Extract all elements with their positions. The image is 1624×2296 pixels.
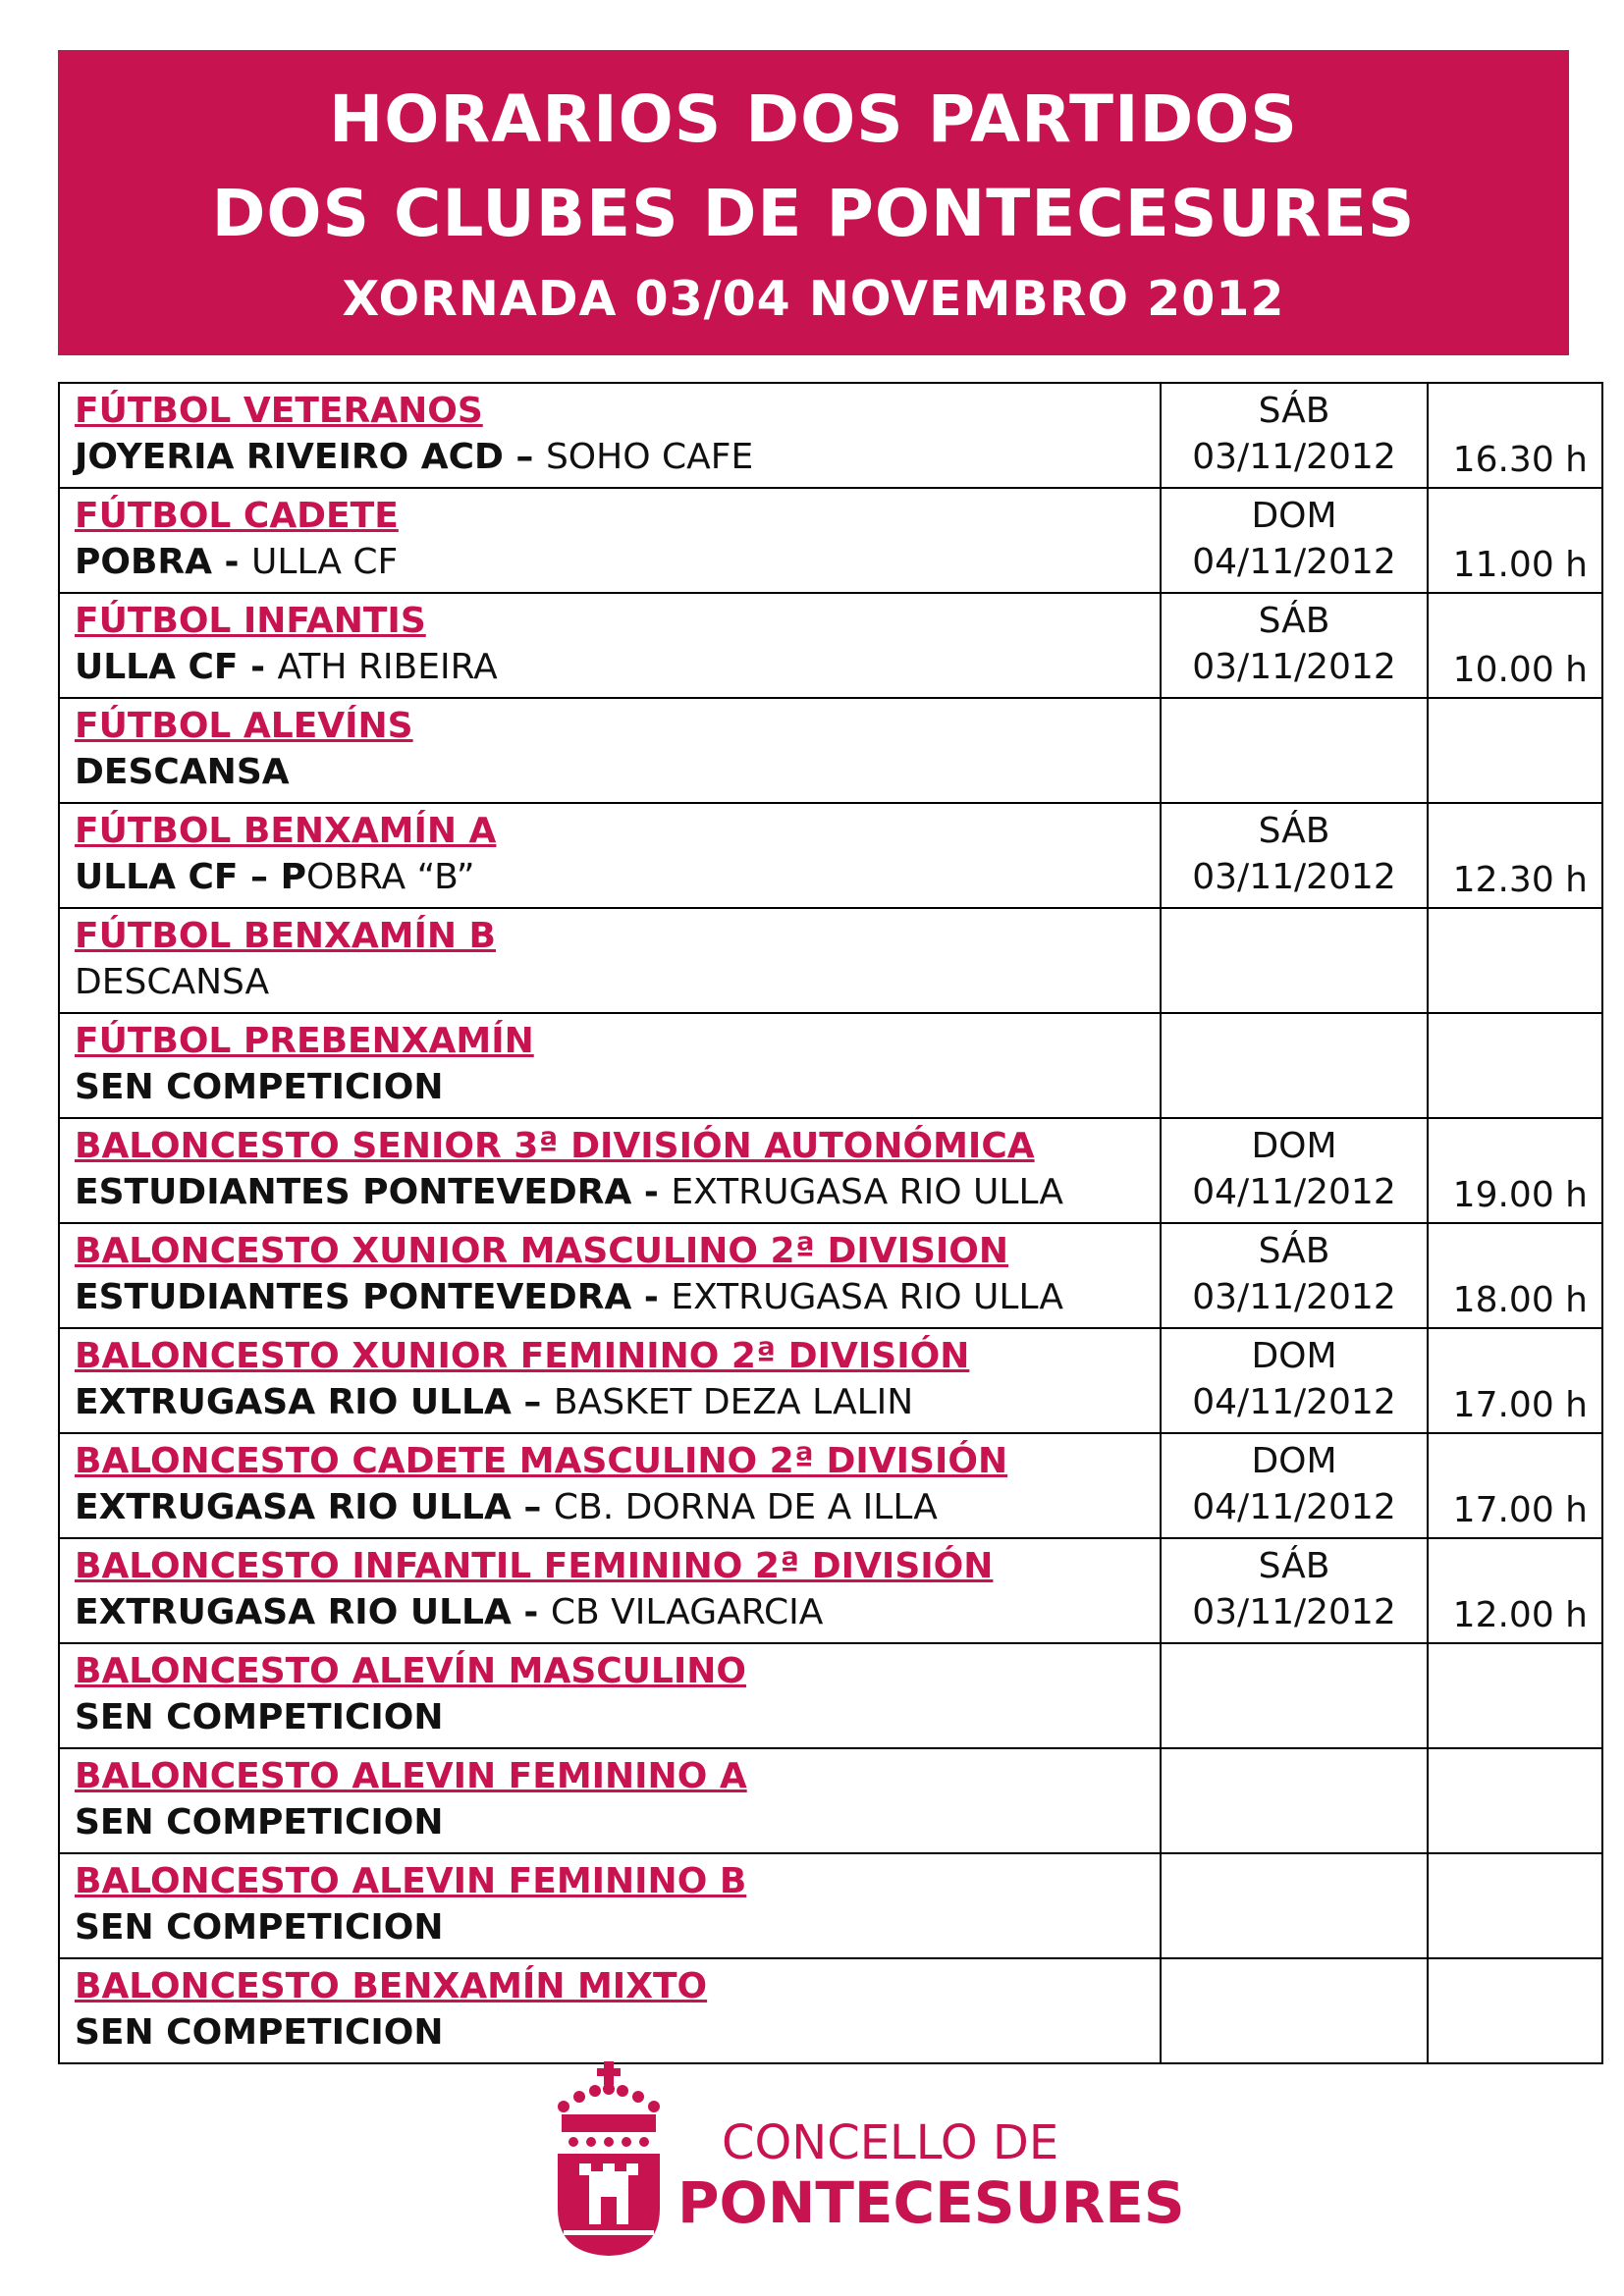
table-row bbox=[59, 908, 1602, 1013]
match-date: 03/11/2012 bbox=[1192, 1277, 1396, 1317]
away-team: BASKET DEZA LALIN bbox=[553, 1382, 914, 1422]
category-title: BALONCESTO SENIOR 3ª DIVISIÓN AUTONÓMICA bbox=[75, 1126, 1035, 1166]
match-teams bbox=[75, 960, 1160, 1005]
match-time: 17.00 h bbox=[1452, 1385, 1588, 1425]
match-teams bbox=[75, 1590, 1160, 1635]
match-cell bbox=[59, 488, 1161, 593]
category-title: BALONCESTO ALEVÍN MASCULINO bbox=[75, 1651, 746, 1691]
home-team: SEN COMPETICION bbox=[75, 1802, 444, 1842]
match-time: 11.00 h bbox=[1452, 545, 1588, 585]
away-team: SOHO CAFE bbox=[545, 437, 754, 477]
time-cell bbox=[1428, 1643, 1602, 1748]
team-separator: – bbox=[511, 1382, 554, 1422]
away-team: ATH RIBEIRA bbox=[277, 647, 498, 687]
team-separator: - bbox=[511, 1592, 551, 1632]
time-cell bbox=[1428, 1433, 1602, 1538]
date-cell bbox=[1161, 1433, 1428, 1538]
table-row bbox=[59, 1013, 1602, 1118]
match-date: 04/11/2012 bbox=[1192, 1382, 1396, 1422]
match-teams bbox=[75, 750, 1160, 795]
category-title: FÚTBOL VETERANOS bbox=[75, 391, 483, 431]
match-cell bbox=[59, 1748, 1161, 1853]
match-cell bbox=[59, 698, 1161, 803]
table-row bbox=[59, 1328, 1602, 1433]
team-separator: - bbox=[631, 1277, 672, 1317]
table-row bbox=[59, 488, 1602, 593]
match-time bbox=[1429, 1008, 1588, 1012]
home-team: ESTUDIANTES PONTEVEDRA bbox=[75, 1277, 632, 1317]
home-team: EXTRUGASA RIO ULLA bbox=[75, 1592, 512, 1632]
match-time bbox=[1429, 1743, 1588, 1747]
home-team: ULLA CF – P bbox=[75, 857, 306, 897]
time-cell bbox=[1428, 1958, 1602, 2063]
match-teams bbox=[75, 855, 1160, 900]
match-cell bbox=[59, 1118, 1161, 1223]
match-day: SÁB bbox=[1258, 811, 1330, 851]
match-day: SÁB bbox=[1258, 1231, 1330, 1271]
table-row bbox=[59, 803, 1602, 908]
category-title: FÚTBOL CADETE bbox=[75, 496, 399, 536]
home-team: JOYERIA RIVEIRO ACD bbox=[75, 437, 504, 477]
team-separator: - bbox=[238, 647, 278, 687]
time-cell bbox=[1428, 1853, 1602, 1958]
category-title: BALONCESTO INFANTIL FEMININO 2ª DIVISIÓN bbox=[75, 1546, 994, 1586]
category-title: BALONCESTO XUNIOR FEMININO 2ª DIVISIÓN bbox=[75, 1336, 970, 1376]
match-cell bbox=[59, 1328, 1161, 1433]
footer-line-2: PONTECESURES bbox=[677, 2169, 1185, 2236]
category-title: BALONCESTO CADETE MASCULINO 2ª DIVISIÓN bbox=[75, 1441, 1008, 1481]
match-time: 18.00 h bbox=[1452, 1280, 1588, 1320]
match-cell bbox=[59, 1223, 1161, 1328]
match-time bbox=[1429, 2058, 1588, 2062]
team-separator: - bbox=[631, 1172, 672, 1212]
table-row bbox=[59, 593, 1602, 698]
match-time: 16.30 h bbox=[1452, 440, 1588, 480]
table-row bbox=[59, 1538, 1602, 1643]
match-cell bbox=[59, 803, 1161, 908]
match-day: DOM bbox=[1251, 1126, 1337, 1166]
category-title: FÚTBOL INFANTIS bbox=[75, 601, 426, 641]
team-separator: – bbox=[503, 437, 546, 477]
match-cell bbox=[59, 383, 1161, 488]
match-teams bbox=[75, 435, 1160, 480]
table-row bbox=[59, 1958, 1602, 2063]
table-row bbox=[59, 1853, 1602, 1958]
title-banner bbox=[58, 50, 1569, 355]
match-date: 04/11/2012 bbox=[1192, 542, 1396, 582]
match-time: 19.00 h bbox=[1452, 1175, 1588, 1215]
date-cell bbox=[1161, 1223, 1428, 1328]
match-date: 03/11/2012 bbox=[1192, 1592, 1396, 1632]
home-team: SEN COMPETICION bbox=[75, 1067, 444, 1107]
match-cell bbox=[59, 908, 1161, 1013]
schedule-table bbox=[58, 382, 1603, 2064]
match-time bbox=[1429, 1113, 1588, 1117]
match-day: DOM bbox=[1251, 1441, 1337, 1481]
match-cell bbox=[59, 1013, 1161, 1118]
date-cell bbox=[1161, 488, 1428, 593]
category-title: BALONCESTO ALEVIN FEMININO A bbox=[75, 1756, 747, 1796]
date-cell bbox=[1161, 1958, 1428, 2063]
time-cell bbox=[1428, 593, 1602, 698]
match-teams bbox=[75, 1485, 1160, 1530]
match-cell bbox=[59, 1853, 1161, 1958]
subtitle-date: XORNADA 03/04 NOVEMBRO 2012 bbox=[342, 271, 1285, 327]
date-cell bbox=[1161, 908, 1428, 1013]
time-cell bbox=[1428, 1328, 1602, 1433]
match-date: 03/11/2012 bbox=[1192, 857, 1396, 897]
time-cell bbox=[1428, 803, 1602, 908]
date-cell bbox=[1161, 1853, 1428, 1958]
away-team: EXTRUGASA RIO ULLA bbox=[671, 1172, 1063, 1212]
home-team: ESTUDIANTES PONTEVEDRA bbox=[75, 1172, 632, 1212]
time-cell bbox=[1428, 1748, 1602, 1853]
match-time: 17.00 h bbox=[1452, 1490, 1588, 1530]
away-team: CB VILAGARCIA bbox=[550, 1592, 824, 1632]
match-teams bbox=[75, 1275, 1160, 1320]
table-row bbox=[59, 1118, 1602, 1223]
date-cell bbox=[1161, 1538, 1428, 1643]
match-day: DOM bbox=[1251, 496, 1337, 536]
category-title: FÚTBOL ALEVÍNS bbox=[75, 706, 413, 746]
away-team: ULLA CF bbox=[251, 542, 399, 582]
match-time bbox=[1429, 798, 1588, 802]
away-team: EXTRUGASA RIO ULLA bbox=[671, 1277, 1063, 1317]
home-team: SEN COMPETICION bbox=[75, 2012, 444, 2053]
match-day: DOM bbox=[1251, 1336, 1337, 1376]
away-team: OBRA “B” bbox=[305, 857, 475, 897]
table-row bbox=[59, 1643, 1602, 1748]
home-team: DESCANSA bbox=[75, 752, 290, 792]
time-cell bbox=[1428, 908, 1602, 1013]
category-title: BALONCESTO BENXAMÍN MIXTO bbox=[75, 1966, 708, 2006]
home-team: POBRA bbox=[75, 542, 213, 582]
table-row bbox=[59, 1433, 1602, 1538]
team-separator: – bbox=[511, 1487, 554, 1527]
category-title: FÚTBOL BENXAMÍN B bbox=[75, 916, 496, 956]
date-cell bbox=[1161, 593, 1428, 698]
match-cell bbox=[59, 1958, 1161, 2063]
date-cell bbox=[1161, 1118, 1428, 1223]
time-cell bbox=[1428, 383, 1602, 488]
match-cell bbox=[59, 1433, 1161, 1538]
title-line-2: DOS CLUBES DE PONTECESURES bbox=[211, 176, 1416, 251]
time-cell bbox=[1428, 1013, 1602, 1118]
date-cell bbox=[1161, 1643, 1428, 1748]
table-row bbox=[59, 1223, 1602, 1328]
match-day: SÁB bbox=[1258, 1546, 1330, 1586]
match-date: 03/11/2012 bbox=[1192, 647, 1396, 687]
match-day: SÁB bbox=[1258, 601, 1330, 641]
match-date: 04/11/2012 bbox=[1192, 1487, 1396, 1527]
match-teams bbox=[75, 1905, 1160, 1950]
time-cell bbox=[1428, 1223, 1602, 1328]
match-day: SÁB bbox=[1258, 391, 1330, 431]
match-cell bbox=[59, 593, 1161, 698]
match-time: 10.00 h bbox=[1452, 650, 1588, 690]
footer-line-1: CONCELLO DE bbox=[722, 2115, 1059, 2170]
team-separator: - bbox=[212, 542, 252, 582]
match-date: 04/11/2012 bbox=[1192, 1172, 1396, 1212]
date-cell bbox=[1161, 1328, 1428, 1433]
match-teams bbox=[75, 540, 1160, 585]
home-team: EXTRUGASA RIO ULLA bbox=[75, 1382, 512, 1422]
home-team: SEN COMPETICION bbox=[75, 1697, 444, 1737]
home-team: ULLA CF bbox=[75, 647, 239, 687]
match-teams bbox=[75, 1065, 1160, 1110]
match-time bbox=[1429, 1848, 1588, 1852]
date-cell bbox=[1161, 698, 1428, 803]
time-cell bbox=[1428, 488, 1602, 593]
match-cell bbox=[59, 1538, 1161, 1643]
time-cell bbox=[1428, 1118, 1602, 1223]
time-cell bbox=[1428, 698, 1602, 803]
match-time bbox=[1429, 1953, 1588, 1957]
match-teams bbox=[75, 1800, 1160, 1845]
date-cell bbox=[1161, 1748, 1428, 1853]
table-row bbox=[59, 383, 1602, 488]
home-team: SEN COMPETICION bbox=[75, 1907, 444, 1948]
match-teams bbox=[75, 1170, 1160, 1215]
date-cell bbox=[1161, 383, 1428, 488]
match-teams bbox=[75, 1380, 1160, 1425]
match-time: 12.00 h bbox=[1452, 1595, 1588, 1635]
category-title: FÚTBOL BENXAMÍN A bbox=[75, 811, 497, 851]
title-line-1: HORARIOS DOS PARTIDOS bbox=[329, 81, 1298, 157]
time-cell bbox=[1428, 1538, 1602, 1643]
away-team: DESCANSA bbox=[75, 962, 270, 1002]
match-time: 12.30 h bbox=[1452, 860, 1588, 900]
table-row bbox=[59, 1748, 1602, 1853]
away-team: CB. DORNA DE A ILLA bbox=[553, 1487, 938, 1527]
match-teams bbox=[75, 645, 1160, 690]
date-cell bbox=[1161, 1013, 1428, 1118]
footer-logo bbox=[550, 2061, 1185, 2258]
category-title: BALONCESTO ALEVIN FEMININO B bbox=[75, 1861, 747, 1901]
match-cell bbox=[59, 1643, 1161, 1748]
home-team: EXTRUGASA RIO ULLA bbox=[75, 1487, 512, 1527]
match-teams bbox=[75, 2010, 1160, 2056]
match-teams bbox=[75, 1695, 1160, 1740]
match-date: 03/11/2012 bbox=[1192, 437, 1396, 477]
category-title: BALONCESTO XUNIOR MASCULINO 2ª DIVISION bbox=[75, 1231, 1009, 1271]
category-title: FÚTBOL PREBENXAMÍN bbox=[75, 1021, 534, 1061]
coat-of-arms-icon bbox=[550, 2061, 668, 2258]
table-row bbox=[59, 698, 1602, 803]
date-cell bbox=[1161, 803, 1428, 908]
